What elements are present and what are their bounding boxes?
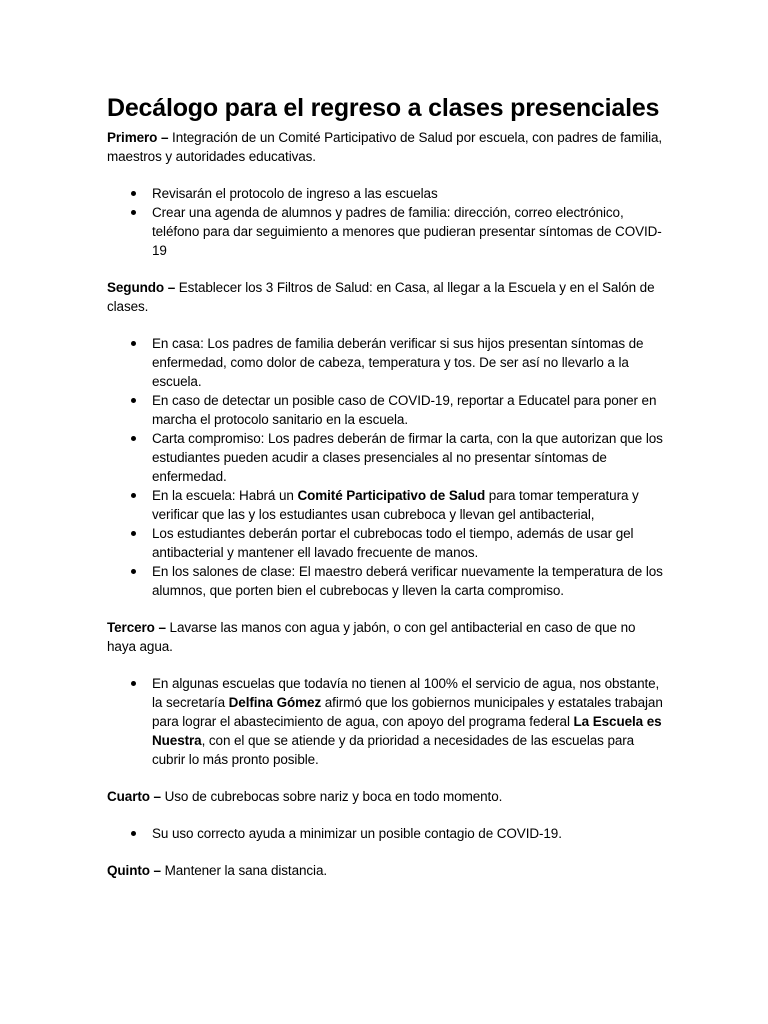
list-item-text: Su uso correcto ayuda a minimizar un posible contagio de COVID-19. <box>152 826 562 841</box>
list-item <box>107 203 663 260</box>
section-text: Uso de cubrebocas sobre nariz y boca en todo momento. <box>160 789 503 804</box>
list-item <box>107 562 663 600</box>
section-text: Integración de un Comité Participativo de Salud por escuela, con padres de familia, maestros y autoridades educativas. <box>107 130 663 164</box>
list-item-text: Carta compromiso: Los padres deberán de firmar la carta, con la que autorizan que los estudiantes pueden acudir a clases presenciales al no presentar síntomas de enfermedad. <box>152 431 663 484</box>
section-paragraph <box>107 618 663 656</box>
bullet-icon <box>131 191 136 196</box>
section-text: Establecer los 3 Filtros de Salud: en Casa, al llegar a la Escuela y en el Salón de clases. <box>107 280 655 314</box>
section-paragraph <box>107 787 663 806</box>
section-heading: Cuarto – <box>107 789 161 804</box>
section-paragraph <box>107 861 663 880</box>
bold-text: Delfina Gómez <box>228 695 322 710</box>
bullet-list <box>107 334 663 600</box>
bullet-list <box>107 824 663 843</box>
bullet-icon <box>131 569 136 574</box>
list-item-text: En caso de detectar un posible caso de COVID-19, reportar a Educatel para poner en marcha el protocolo sanitario en la escuela. <box>152 393 657 427</box>
bullet-icon <box>131 681 136 686</box>
section-paragraph <box>107 278 663 316</box>
list-item <box>107 391 663 429</box>
section-heading: Primero – <box>107 130 169 145</box>
section-heading: Quinto – <box>107 863 161 878</box>
bold-text: La Escuela es Nuestra <box>152 714 662 748</box>
bullet-list <box>107 184 663 260</box>
bullet-icon <box>131 531 136 536</box>
list-item-text: En la escuela: Habrá un <box>152 488 298 503</box>
list-item-text: En casa: Los padres de familia deberán verificar si sus hijos presentan síntomas de enfermedad, como dolor de cabeza, temperatura y tos. De ser así no llevarlo a la escuela. <box>152 336 644 389</box>
list-item <box>107 824 663 843</box>
bullet-list <box>107 674 663 769</box>
section-heading: Tercero – <box>107 620 166 635</box>
bullet-icon <box>131 210 136 215</box>
bullet-icon <box>131 341 136 346</box>
list-item-text: Los estudiantes deberán portar el cubrebocas todo el tiempo, además de usar gel antibacterial y mantener ell lavado frecuente de manos. <box>152 526 634 560</box>
list-item-text: , con el que se atiende y da prioridad a necesidades de las escuelas para cubrir lo más pronto posible. <box>152 733 635 767</box>
list-item-text: afirmó que los gobiernos municipales y estatales trabajan para lograr el abastecimiento de agua, con apoyo del programa federal <box>152 695 663 729</box>
list-item <box>107 674 663 769</box>
document-page <box>107 92 663 880</box>
list-item <box>107 184 663 203</box>
section-text: Mantener la sana distancia. <box>160 863 328 878</box>
bullet-icon <box>131 436 136 441</box>
bullet-icon <box>131 493 136 498</box>
section-text: Lavarse las manos con agua y jabón, o con gel antibacterial en caso de que no haya agua. <box>107 620 636 654</box>
section-heading: Segundo – <box>107 280 176 295</box>
section-paragraph <box>107 128 663 166</box>
list-item <box>107 334 663 391</box>
list-item <box>107 524 663 562</box>
list-item-text: Revisarán el protocolo de ingreso a las escuelas <box>152 186 438 201</box>
list-item-text: En algunas escuelas que todavía no tienen al 100% el servicio de agua, nos obstante, la secretaría <box>152 676 660 710</box>
bullet-icon <box>131 831 136 836</box>
list-item <box>107 486 663 524</box>
list-item <box>107 429 663 486</box>
list-item-text: Crear una agenda de alumnos y padres de familia: dirección, correo electrónico, teléfono para dar seguimiento a menores que pudieran presentar síntomas de COVID-19 <box>152 205 662 258</box>
list-item-text: En los salones de clase: El maestro deberá verificar nuevamente la temperatura de los alumnos, que porten bien el cubrebocas y lleven la carta compromiso. <box>152 564 663 598</box>
document-title: Decálogo para el regreso a clases presenciales <box>107 94 660 122</box>
bold-text: Comité Participativo de Salud <box>297 488 486 503</box>
sections-container <box>107 128 663 880</box>
list-item-text: para tomar temperatura y verificar que las y los estudiantes usan cubreboca y llevan gel antibacterial, <box>152 488 639 522</box>
bullet-icon <box>131 398 136 403</box>
